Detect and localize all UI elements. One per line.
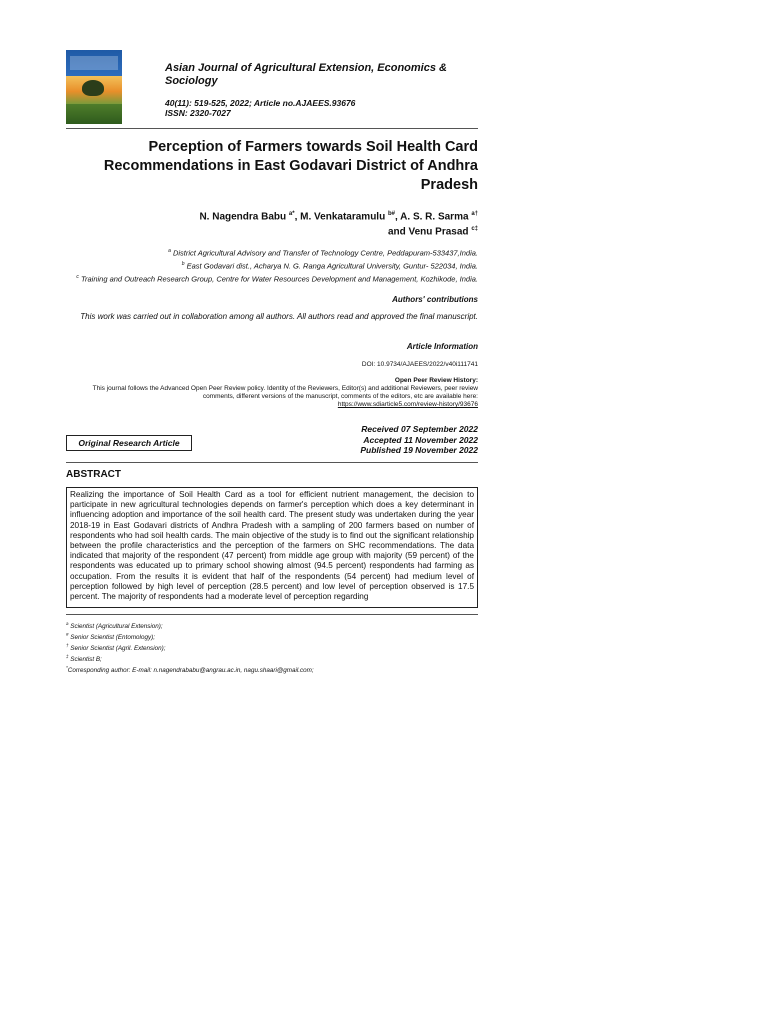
affiliation-marker: c <box>76 274 79 280</box>
peer-review-link[interactable]: https://www.sdiarticle5.com/review-history/93676 <box>337 401 478 408</box>
author-name: and Venu Prasad <box>387 226 469 238</box>
peer-review-description: This journal follows the Advanced Open Peer Review policy. Identity of the Reviewers, Editor(s) and additional Reviewers, peer review comments, different versions of the manuscript, comments of the editors, etc are available here: <box>92 385 478 400</box>
affiliation-item <box>70 272 478 285</box>
doi: DOI: 10.9734/AJAEES/2022/v40i111741 <box>361 361 478 368</box>
received-date: Received 07 September 2022 <box>361 424 478 434</box>
footnote-text: Scientist (Agricultural Extension); <box>70 623 163 631</box>
publication-dates <box>250 424 478 456</box>
author-marker: a* <box>288 211 295 217</box>
article-type-label: Original Research Article <box>78 438 180 448</box>
journal-volume: 40(11): 519-525, 2022; Article no.AJAEES.93676 <box>165 98 356 108</box>
author-name: M. Venkataramulu <box>300 211 386 223</box>
peer-review-heading: Open Peer Review History: <box>394 377 478 384</box>
affiliation-marker: a <box>168 248 171 254</box>
footnote-divider <box>66 614 478 615</box>
affiliation-text: East Godavari dist., Acharya N. G. Ranga Agricultural University, Guntur- 522034, India. <box>186 261 478 271</box>
abstract-text: Realizing the importance of Soil Health Card as a tool for efficient nutrient management, the decision to participate in new agricultural technologies depends on farmer's perception which does a key determinant in influencing adoption and importance of the soil health card. The present study was undertaken during the year 2018-19 in East Godavari districts of Andhra Pradesh with a sampling of 200 farmers based on number of respondents who had soil health cards. The main objective of the study is to find out the significant relationship between the profile characteristics and the perception of the farmers on SHC recommendations. The data indicated that majority of the respondent (47 percent) from middle age group with majority (59 percent) of the respondents was educated up to primary school showing almost (94.5 percent) respondents had farming as occupation. From the results it is evident that half of the respondents (54 percent) had medium level of perception followed by high level of perception (28.5 percent) and low level of perception observed is 17.5 percent. The majority of respondents had a moderate level of perception regarding <box>70 490 474 602</box>
published-date: Published 19 November 2022 <box>360 445 478 455</box>
author-marker: c‡ <box>471 226 478 233</box>
author-separator: , <box>294 211 301 223</box>
footnote-item <box>66 620 478 631</box>
affiliation-item <box>70 246 478 259</box>
journal-name: Asian Journal of Agricultural Extension, Economics & Sociology <box>165 62 447 87</box>
peer-review-text <box>66 385 478 409</box>
footnote-marker: ‡ <box>66 653 69 659</box>
journal-cover-image <box>66 50 122 124</box>
author-list <box>100 208 478 239</box>
footnote-marker: † <box>66 642 69 648</box>
footnote-marker: # <box>66 631 69 637</box>
abstract-divider <box>66 462 478 463</box>
footnote-text: Senior Scientist (Entomology); <box>70 633 155 641</box>
contributions-heading: Authors' contributions <box>392 295 478 304</box>
affiliation-text: Training and Outreach Research Group, Centre for Water Resources Development and Management, Kozhikode, India. <box>80 274 478 284</box>
accepted-date: Accepted 11 November 2022 <box>363 434 478 445</box>
author-name: A. S. R. Sarma <box>400 211 469 223</box>
header-divider <box>66 128 478 129</box>
footnote-text: Senior Scientist (Agril. Extension); <box>70 644 166 652</box>
footnote-marker: * <box>66 664 68 670</box>
article-info-heading: Article Information <box>406 342 478 351</box>
author-separator: , <box>394 211 401 223</box>
footnote-item <box>66 631 478 642</box>
affiliation-marker: b <box>181 261 185 267</box>
footnote-marker: a <box>66 621 69 626</box>
affiliation-item <box>70 259 478 272</box>
journal-issn: ISSN: 2320-7027 <box>165 108 231 118</box>
abstract-box <box>66 487 478 608</box>
author-marker: a† <box>471 211 478 217</box>
affiliations <box>70 246 478 285</box>
footnotes <box>66 620 478 674</box>
contributions-text: This work was carried out in collaboration among all authors. All authors read and approved the final manuscript. <box>80 312 478 321</box>
affiliation-text: District Agricultural Advisory and Transfer of Technology Centre, Peddapuram-533437,India. <box>172 248 478 258</box>
paper-title: Perception of Farmers towards Soil Health Card Recommendations in East Godavari District of Andhra Pradesh <box>103 139 478 193</box>
footnote-item <box>66 653 478 664</box>
footnote-text: Corresponding author: E-mail: n.nagendrababu@angrau.ac.in, nagu.shaari@gmail.com; <box>67 666 314 674</box>
article-type-badge <box>66 435 192 451</box>
footnote-item <box>66 664 478 675</box>
author-name: N. Nagendra Babu <box>199 211 287 223</box>
journal-volume-info <box>165 98 465 118</box>
abstract-heading: ABSTRACT <box>66 469 121 480</box>
author-marker: b# <box>387 211 395 217</box>
footnote-item <box>66 642 478 653</box>
footnote-text: Scientist B; <box>70 655 102 663</box>
